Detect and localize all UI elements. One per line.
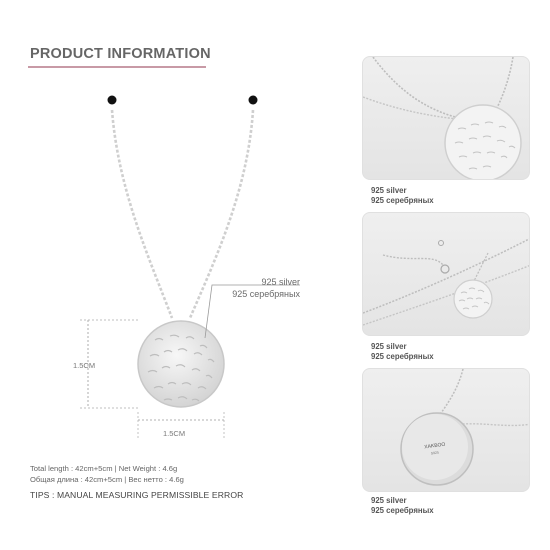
chain-end-right-dot <box>249 96 258 105</box>
material-label-en: 925 silver <box>261 277 300 287</box>
pendant-engraving-brand: XAKBOO <box>423 441 446 451</box>
thumbnail-2-caption-ru: 925 серебряных <box>371 352 434 361</box>
height-dimension-label: 1.5CM <box>73 361 96 370</box>
specifications <box>30 463 184 485</box>
material-label <box>200 276 300 300</box>
spec-line-ru: Общая длина : 42cm+5cm | Вес нетто : 4.6g <box>30 475 184 484</box>
thumbnail-3-caption-en: 925 silver <box>371 496 407 505</box>
thumbnail-1-caption <box>371 186 434 206</box>
chain-left <box>112 110 172 318</box>
product-photo-1 <box>362 56 530 180</box>
thumbnail-3-caption-ru: 925 серебряных <box>371 506 434 515</box>
thumbnail-2-caption <box>371 342 434 362</box>
thumbnail-3-caption <box>371 496 434 516</box>
pendant-engraving-stamp: S925 <box>430 450 440 456</box>
width-dimension-label: 1.5CM <box>163 429 186 438</box>
spec-line-en: Total length : 42cm+5cm | Net Weight : 4.6g <box>30 464 178 473</box>
thumbnail-1-caption-ru: 925 серебряных <box>371 196 434 205</box>
product-photo-2 <box>362 212 530 336</box>
product-photo-3 <box>362 368 530 492</box>
material-label-ru: 925 серебряных <box>232 289 300 299</box>
thumbnail-2-caption-en: 925 silver <box>371 342 407 351</box>
thumbnail-1-caption-en: 925 silver <box>371 186 407 195</box>
chain-end-left-dot <box>108 96 117 105</box>
pendant <box>138 321 224 407</box>
measuring-tip: TIPS : MANUAL MEASURING PERMISSIBLE ERROR <box>30 490 244 500</box>
section-heading: PRODUCT INFORMATION <box>30 46 211 62</box>
